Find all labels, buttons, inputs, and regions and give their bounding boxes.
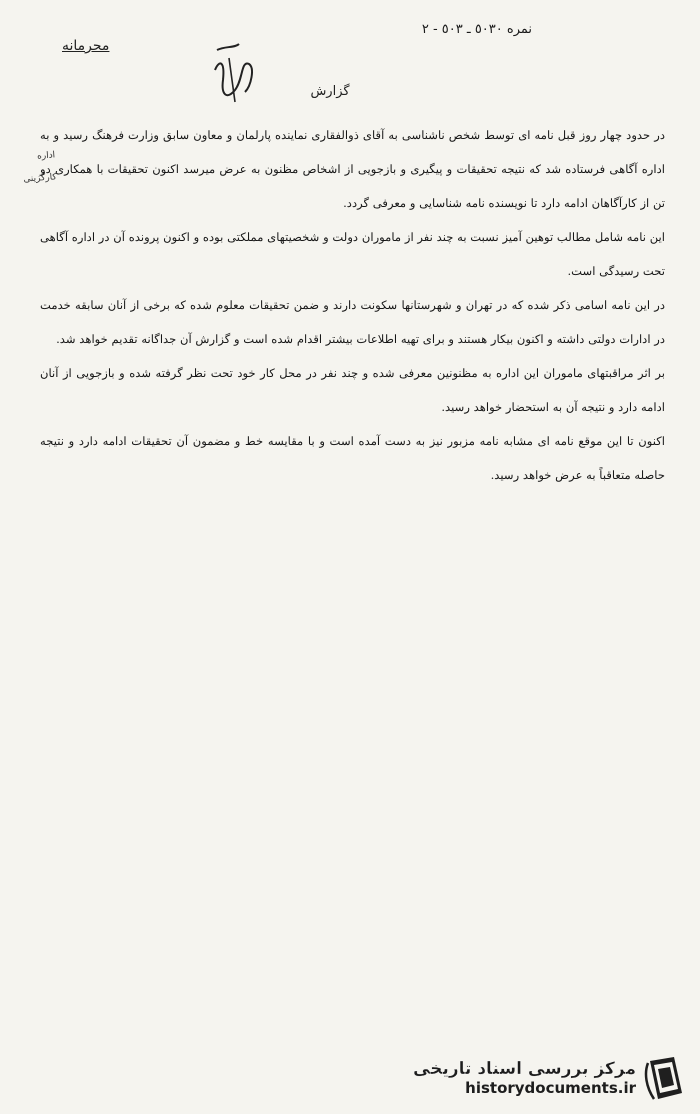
watermark-site-name: مرکز بررسی اسناد تاریخی: [413, 1059, 636, 1079]
paragraph: بر اثر مراقبتهای ماموران این اداره به مظنونین معرفی شده و چند نفر در محل کار خود تحت نظر گرفته شده و بازجویی از آنان ادامه دارد و نتیجه آن به استحضار خواهد رسید.: [40, 366, 665, 414]
handwritten-signature-mark: [205, 40, 265, 112]
archive-logo-icon: [644, 1053, 688, 1103]
margin-note: اداره کارگزینی: [23, 150, 58, 185]
paragraph: در حدود چهار روز قبل نامه ای توسط شخص ناشناسی به آقای ذوالفقاری نماینده پارلمان و معاون سابق وزارت فرهنگ رسید و به اداره آگاهی فرستاده شد که نتیجه تحقیقات و پیگیری و بازجویی از اشخاص مظنون به عرض میرسد اکنون تحقیقات با همکاری دو تن از کارآگاهان ادامه دارد تا نویسنده نامه شناسایی و معرفی گردد.: [40, 128, 665, 210]
paragraph: اکنون تا این موقع نامه ای مشابه نامه مزبور نیز به دست آمده است و با مقایسه خط و مضمون آن تحقیقات ادامه دارد و نتیجه حاصله متعاقباً به عرض خواهد رسید.: [40, 434, 665, 482]
document-body: [40, 118, 665, 492]
watermark-text: [413, 1059, 636, 1097]
watermark: [398, 1048, 688, 1108]
reference-number: نمره ٥٠٣٠ ـ ٥٠٣ - ٢: [421, 22, 532, 37]
watermark-site-url: historydocuments.ir: [465, 1079, 636, 1097]
classification-label: محرمانه: [62, 38, 110, 54]
paragraph: در این نامه اسامی ذکر شده که در تهران و شهرستانها سکونت دارند و ضمن تحقیقات معلوم شده که برخی از آنان سابقه خدمت در ادارات دولتی داشته و اکنون بیکار هستند و برای تهیه اطلاعات بیشتر اقدام شده است و گزارش آن جداگانه تقدیم خواهد شد.: [40, 298, 665, 346]
paragraph: این نامه شامل مطالب توهین آمیز نسبت به چند نفر از ماموران دولت و شخصیتهای مملکتی بوده و اکنون پرونده آن در اداره آگاهی تحت رسیدگی است.: [40, 230, 665, 278]
document-title: گزارش: [310, 84, 350, 99]
